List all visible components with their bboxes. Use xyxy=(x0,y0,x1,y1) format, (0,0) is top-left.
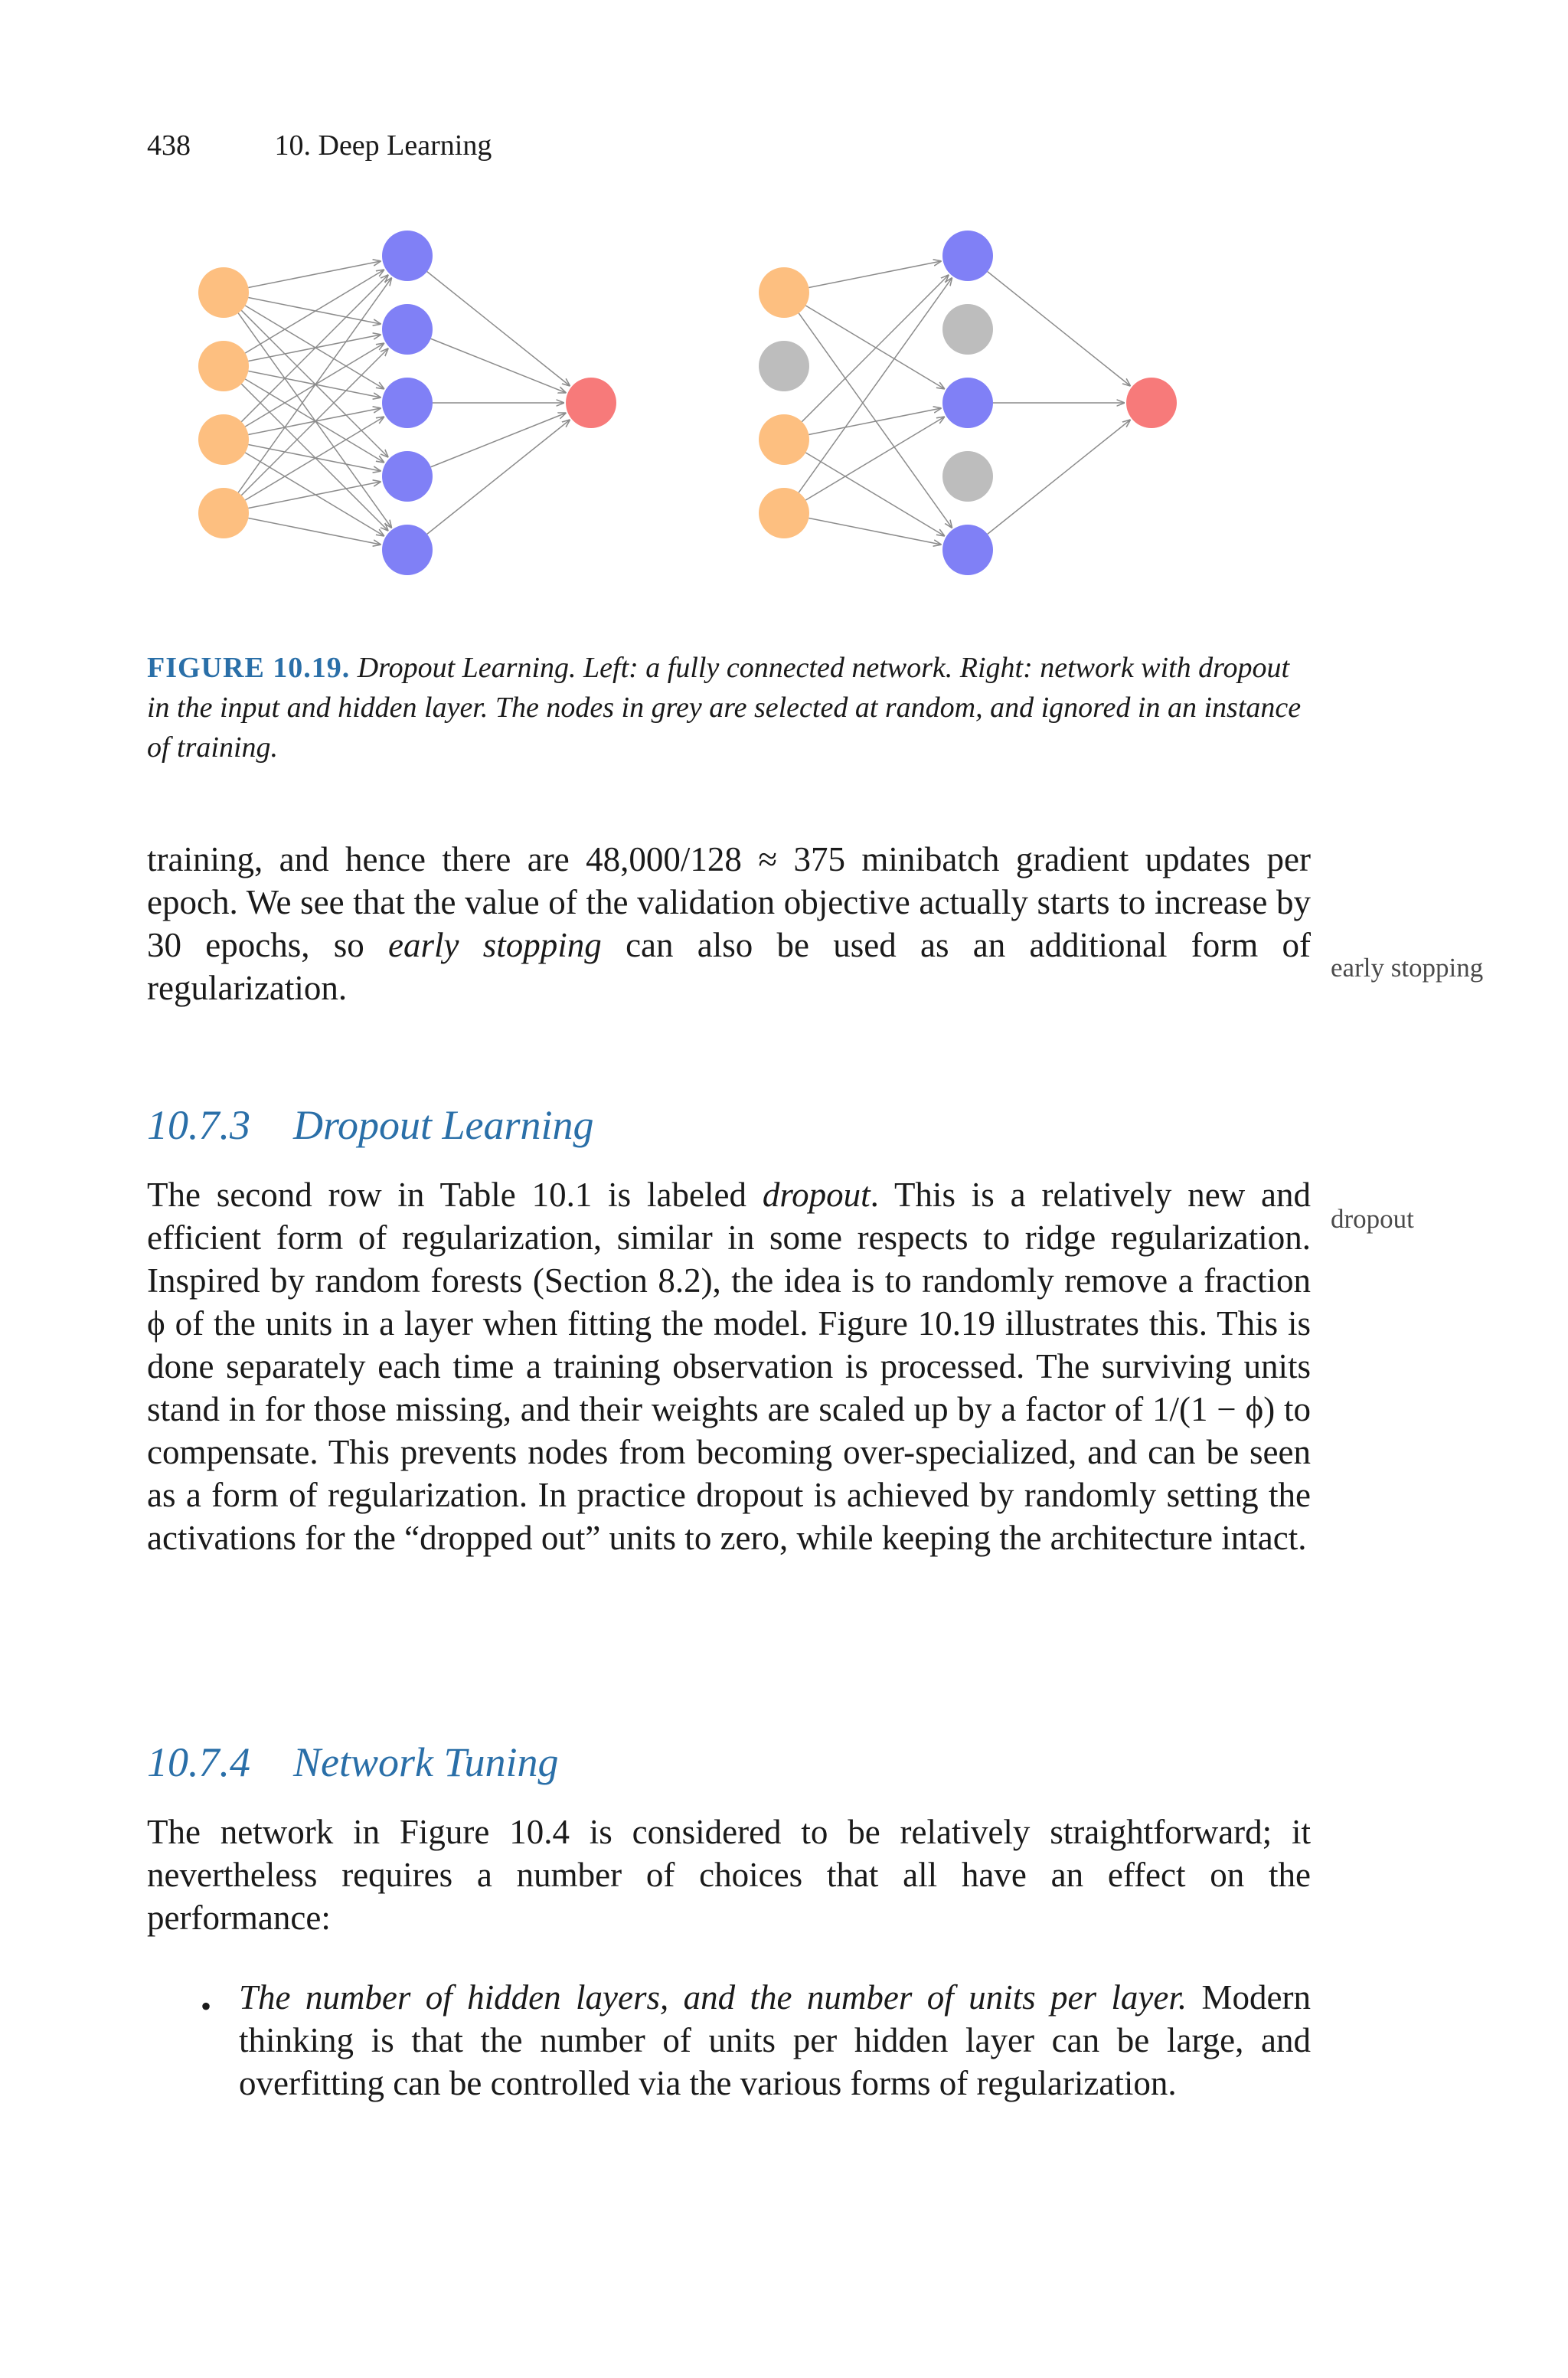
section-title: Network Tuning xyxy=(293,1739,559,1785)
para1-emphasis: early stopping xyxy=(388,926,602,964)
fully-connected-network xyxy=(198,231,616,575)
running-head xyxy=(147,129,492,162)
hidden-node xyxy=(382,231,433,281)
para2-start: The second row in Table 10.1 is labeled xyxy=(147,1176,763,1214)
connection-edge xyxy=(241,348,388,496)
input-node xyxy=(759,488,809,538)
chapter-title: 10. Deep Learning xyxy=(274,129,492,162)
connection-edge xyxy=(799,277,952,492)
para2-emphasis: dropout xyxy=(762,1176,871,1214)
hidden-node xyxy=(382,525,433,575)
input-node xyxy=(198,341,249,391)
connection-edge xyxy=(431,339,567,393)
section-number: 10.7.3 xyxy=(147,1102,250,1148)
connection-edge xyxy=(245,270,384,353)
section-title: Dropout Learning xyxy=(293,1102,594,1148)
section-heading-dropout xyxy=(147,1101,594,1149)
caption-label: FIGURE 10.19. xyxy=(147,652,351,684)
para2-rest: . This is a relatively new and efficient form of regularization, similar in some respects to ridge regularization. Inspired by random forests (Section 8.2), the idea is to randomly remove a fraction ϕ of the units in a layer when fitting the model. Figure 10.19 illustrates this. This is done separately each time a training observation is processed. The surviving units stand in for those missing, and their weights are scaled up by a factor of 1/(1 − ϕ) to compensate. This prevents nodes from becoming over-specialized, and can be seen as a form of regularization. In practice dropout is achieved by randomly setting the activations for the “dropped out” units to zero, while keeping the architecture intact. xyxy=(147,1176,1311,1557)
page-number: 438 xyxy=(147,129,191,162)
para1-text: training, and hence there are 48,000/128 ≈ 375 minibatch gradient updates per epoch. We see that the value of the validation objective actually starts to increase by 30 epochs, so xyxy=(147,840,1311,964)
hidden-node xyxy=(382,378,433,428)
output-node xyxy=(566,378,616,428)
section-heading-network-tuning xyxy=(147,1739,559,1786)
connection-edge xyxy=(431,413,567,467)
hidden-node xyxy=(382,304,433,355)
connection-edge xyxy=(988,420,1131,535)
paragraph-early-stopping xyxy=(147,838,1311,1009)
bullet-marker: • xyxy=(201,1989,212,2023)
bullet-item-hidden-layers xyxy=(239,1976,1311,2105)
output-node xyxy=(1126,378,1177,428)
input-node xyxy=(198,414,249,465)
connection-edge xyxy=(805,453,945,536)
bullet-text: Modern thinking is that the number of units per hidden layer can be large, and overfitting can be controlled via the various forms of regularization. xyxy=(239,1978,1311,2102)
hidden-node xyxy=(382,451,433,502)
margin-note-early-stopping: early stopping xyxy=(1331,953,1484,983)
input-node xyxy=(759,414,809,465)
dropout-network xyxy=(759,231,1177,575)
paragraph-network-tuning: The network in Figure 10.4 is considered to be relatively straightforward; it nevertheless requires a number of choices that all have an effect on the performance: xyxy=(147,1813,1311,1937)
connection-edge xyxy=(238,277,391,492)
dropout-figure xyxy=(147,222,1472,590)
section-number: 10.7.4 xyxy=(147,1739,250,1785)
input-node xyxy=(759,267,809,318)
caption-text: Dropout Learning. Left: a fully connected network. Right: network with dropout in the input and hidden layer. The nodes in grey are selected at random, and ignored in an instance of training. xyxy=(147,652,1302,764)
bullet-emphasis: The number of hidden layers, and the number of units per layer. xyxy=(239,1978,1187,2017)
hidden-node xyxy=(942,525,993,575)
input-node xyxy=(198,267,249,318)
connection-edge xyxy=(799,313,952,528)
input-node xyxy=(198,488,249,538)
margin-note-dropout: dropout xyxy=(1331,1204,1414,1234)
connection-edge xyxy=(988,272,1131,387)
figure-caption xyxy=(147,648,1311,767)
connection-edge xyxy=(808,261,941,288)
network-diagrams xyxy=(147,222,1472,590)
para1-end: can also be used as an additional form of regularization. xyxy=(147,926,1311,1007)
paragraph-dropout xyxy=(147,1173,1311,1559)
connection-edge xyxy=(427,272,570,387)
dropped-hidden-node xyxy=(942,451,993,502)
dropped-input-node xyxy=(759,341,809,391)
connection-edge xyxy=(427,420,570,535)
dropped-hidden-node xyxy=(942,304,993,355)
hidden-node xyxy=(942,378,993,428)
hidden-node xyxy=(942,231,993,281)
